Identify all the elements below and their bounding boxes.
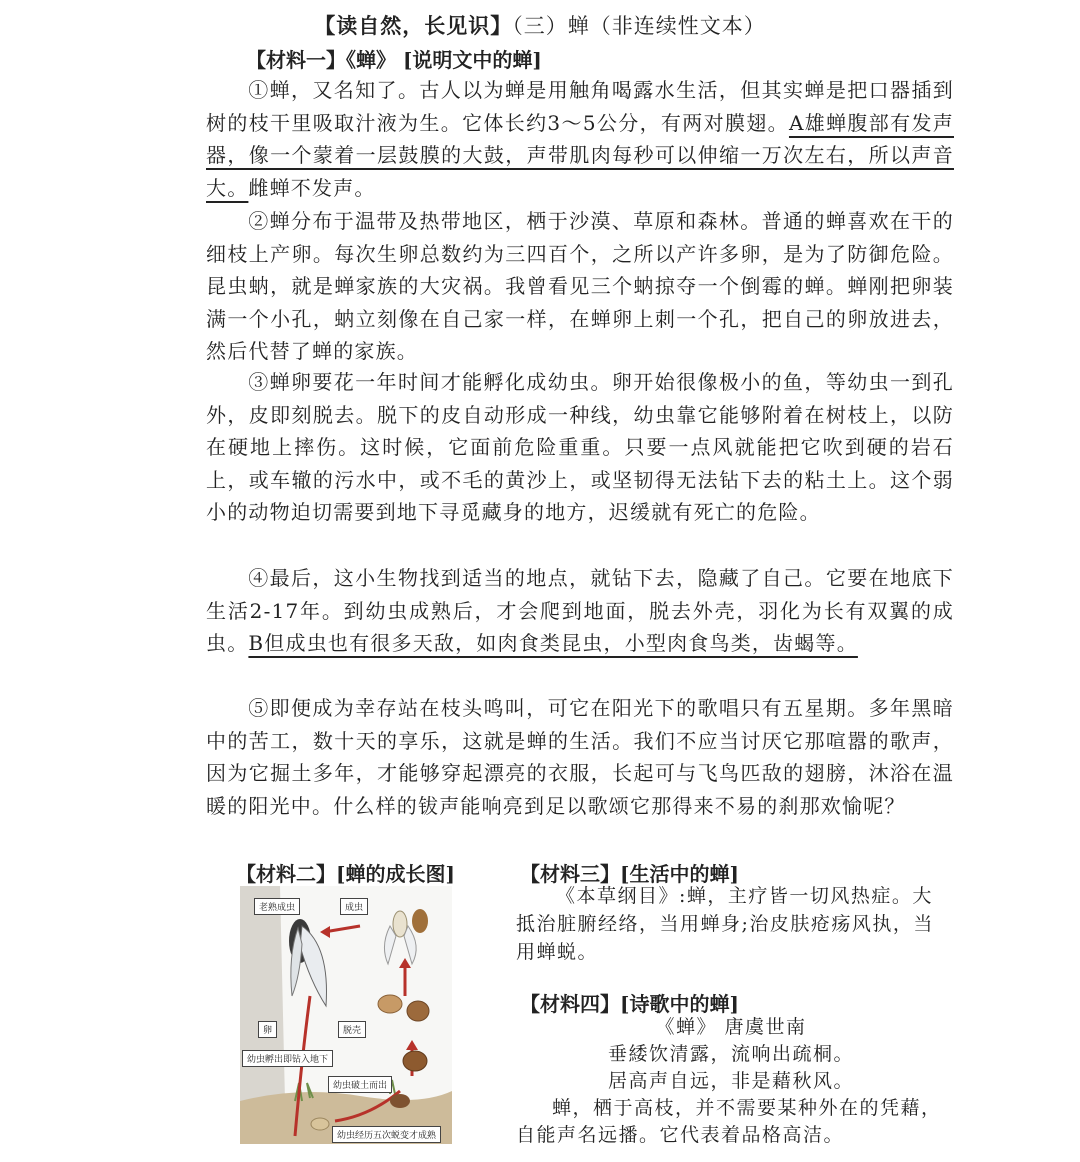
material3-body: 《本草纲目》:蝉，主疗皆一切风热症。大抵治脏腑经络，当用蝉身;治皮肤疮疡风执，当用蝉蜕。 — [516, 885, 934, 963]
buried-nymph — [311, 1118, 329, 1130]
paragraph-4-text-a: ④最后，这小生物找到适当的地点，就钻下去，隐藏了自己。它要在地底下生活2-17年。到幼虫成熟后，才会爬到地面，脱去外壳，羽化为长有双翼的成虫。 — [206, 566, 954, 655]
poem-title: 《蝉》 唐虞世南 — [655, 1016, 807, 1038]
label-egg: 卵 — [258, 1021, 277, 1038]
page-title-rest: （三）蝉（非连续性文本） — [512, 14, 766, 38]
paragraph-1-text-b: 雌蝉不发声。 — [248, 175, 376, 200]
paragraph-1-text-a: ①蝉，又名知了。古人以为蝉是用触角喝露水生活，但其实蝉是把口器插到树的枝干里吸取汁液为生。它体长约3～5公分，有两对膜翅。 — [206, 78, 954, 135]
paragraph-2 — [206, 205, 954, 368]
label-adult: 成虫 — [340, 898, 368, 915]
underlined-sentence-b: B但成虫也有很多天敌，如肉食类昆虫，小型肉食鸟类，齿蝎等。 — [248, 631, 858, 655]
molting-nymph-2 — [407, 1001, 429, 1021]
molting-nymph-1 — [378, 995, 402, 1013]
label-larva-molt: 幼虫经历五次蜕变才成熟 — [332, 1126, 441, 1143]
ground-nymph — [390, 1094, 410, 1108]
material4-heading: 【材料四】[诗歌中的蝉] — [520, 992, 739, 1016]
paragraph-4 — [206, 562, 954, 660]
material2-heading: 【材料二】[蝉的成长图] — [236, 862, 455, 886]
page-title — [0, 10, 1080, 40]
poem-line-1: 垂緌饮清露，流响出疏桐。 — [607, 1043, 854, 1065]
paragraph-1 — [206, 74, 954, 204]
paragraph-2-text: ②蝉分布于温带及热带地区，栖于沙漠、草原和森林。普通的蝉喜欢在干的细枝上产卵。每次生卵总数约为三四百个，之所以产许多卵，是为了防御危险。昆虫蚋，就是蝉家族的大灾祸。我曾看见三个蚋掠夺一个倒霉的蝉。蝉刚把卵装满一个小孔，蚋立刻像在自己家一样，在蝉卵上刺一个孔，把自己的卵放进去，然后代替了蝉的家族。 — [206, 209, 954, 363]
material1-heading: 【材料一】《蝉》 [说明文中的蝉] — [246, 48, 542, 72]
poem-commentary — [516, 1095, 946, 1149]
label-molt: 脱壳 — [338, 1021, 366, 1038]
paragraph-5 — [206, 692, 954, 822]
underlined-sentence-a: A雄蝉腹部有发声器，像一个蒙着一层鼓膜的大鼓，声带肌肉每秒可以伸缩一万次左右，所以声音大。 — [206, 110, 954, 200]
emerging-nymph — [403, 1051, 427, 1071]
label-larva-emerge: 幼虫破土而出 — [328, 1076, 392, 1093]
life-cycle-illustration — [240, 886, 452, 1144]
paragraph-5-text: ⑤即便成为幸存站在枝头鸣叫，可它在阳光下的歌唱只有五星期。多年黑暗中的苦工，数十天的享乐，这就是蝉的生活。我们不应当讨厌它那喧嚣的歌声，因为它掘土多年，才能够穿起漂亮的衣服，长起可与飞鸟匹敌的翅膀，沐浴在温暖的阳光中。什么样的钹声能响亮到足以歌颂它那得来不易的刹那欢愉呢？ — [206, 696, 954, 818]
label-larva-hatch: 幼虫孵出即钻入地下 — [242, 1050, 333, 1067]
material3-heading: 【材料三】[生活中的蝉] — [520, 862, 739, 886]
cicada-life-cycle-diagram — [240, 886, 452, 1144]
paragraph-3-text: ③蝉卵要花一年时间才能孵化成幼虫。卵开始很像极小的鱼，等幼虫一到孔外，皮即刻脱去。脱下的皮自动形成一种线，幼虫靠它能够附着在树枝上，以防在硬地上摔伤。这时候，它面前危险重重。只要一点风就能把它吹到硬的岩石上，或车辙的污水中，或不毛的黄沙上，或坚韧得无法钻下去的粘土上。这个弱小的动物迫切需要到地下寻觅藏身的地方，迟缓就有死亡的危险。 — [206, 370, 954, 524]
page-title-bold: 【读自然，长见识】 — [314, 13, 513, 38]
label-adult-old: 老熟成虫 — [254, 898, 300, 915]
material3-text — [516, 882, 946, 966]
poem-commentary-text: 蝉，栖于高枝，并不需要某种外在的凭藉，自能声名远播。它代表着品格高洁。 — [516, 1097, 942, 1146]
paragraph-3 — [206, 366, 954, 529]
poem-line-2: 居高声自远，非是藉秋风。 — [607, 1070, 854, 1092]
